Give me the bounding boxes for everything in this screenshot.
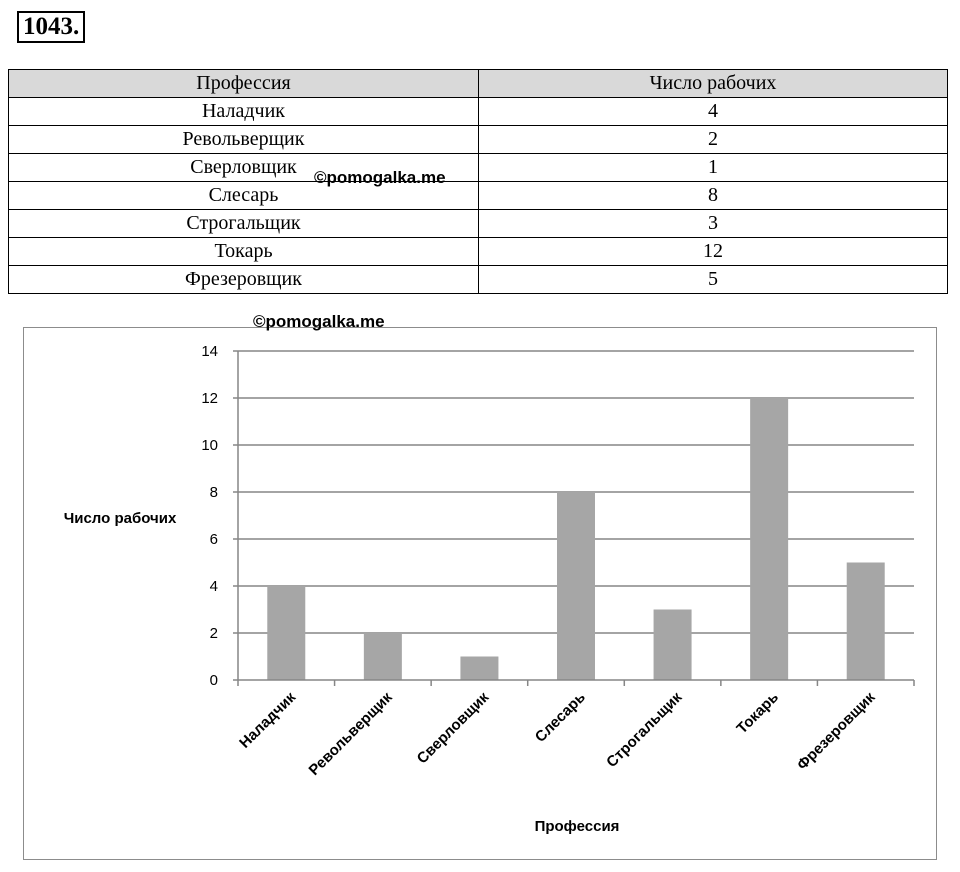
cell-profession: Строгальщик xyxy=(9,210,479,238)
cell-workers: 4 xyxy=(479,98,948,126)
cell-profession: Сверловщик xyxy=(9,154,479,182)
task-number: 1043. xyxy=(17,11,85,43)
watermark-chart: ©pomogalka.me xyxy=(253,312,385,331)
x-tick-label: Наладчик xyxy=(236,688,300,752)
bar xyxy=(460,657,498,681)
cell-workers: 1 xyxy=(479,154,948,182)
bar xyxy=(654,610,692,681)
bar xyxy=(267,586,305,680)
x-tick-label: Токарь xyxy=(733,688,782,738)
y-tick-label: 6 xyxy=(209,531,218,548)
x-tick-label: Сверловщик xyxy=(413,688,493,768)
bar xyxy=(847,563,885,681)
y-tick-label: 12 xyxy=(201,390,218,407)
cell-profession: Револьверщик xyxy=(9,126,479,154)
y-axis-title: Число рабочих xyxy=(63,510,177,527)
cell-workers: 12 xyxy=(479,238,948,266)
bar xyxy=(750,398,788,680)
cell-profession: Наладчик xyxy=(9,98,479,126)
cell-workers: 5 xyxy=(479,266,948,294)
y-tick-label: 14 xyxy=(201,343,218,360)
x-tick-label: Револьверщик xyxy=(305,688,396,779)
bar xyxy=(364,633,402,680)
bar xyxy=(557,492,595,680)
cell-workers: 2 xyxy=(479,126,948,154)
y-tick-label: 4 xyxy=(209,578,218,595)
cell-profession: Токарь xyxy=(9,238,479,266)
header-profession: Профессия xyxy=(9,70,479,98)
x-tick-label: Строгальщик xyxy=(603,688,686,771)
watermark-table: ©pomogalka.me xyxy=(314,168,446,187)
cell-profession: Фрезеровщик xyxy=(9,266,479,294)
x-axis-title: Профессия xyxy=(534,818,620,835)
cell-workers: 8 xyxy=(479,182,948,210)
y-tick-label: 10 xyxy=(201,437,218,454)
header-workers: Число рабочих xyxy=(479,70,948,98)
cell-workers: 3 xyxy=(479,210,948,238)
y-tick-label: 8 xyxy=(209,484,218,501)
x-tick-label: Слесарь xyxy=(531,688,589,746)
y-tick-label: 0 xyxy=(209,672,218,689)
cell-profession: Слесарь xyxy=(9,182,479,210)
y-tick-label: 2 xyxy=(209,625,218,642)
x-tick-label: Фрезеровщик xyxy=(793,688,879,774)
